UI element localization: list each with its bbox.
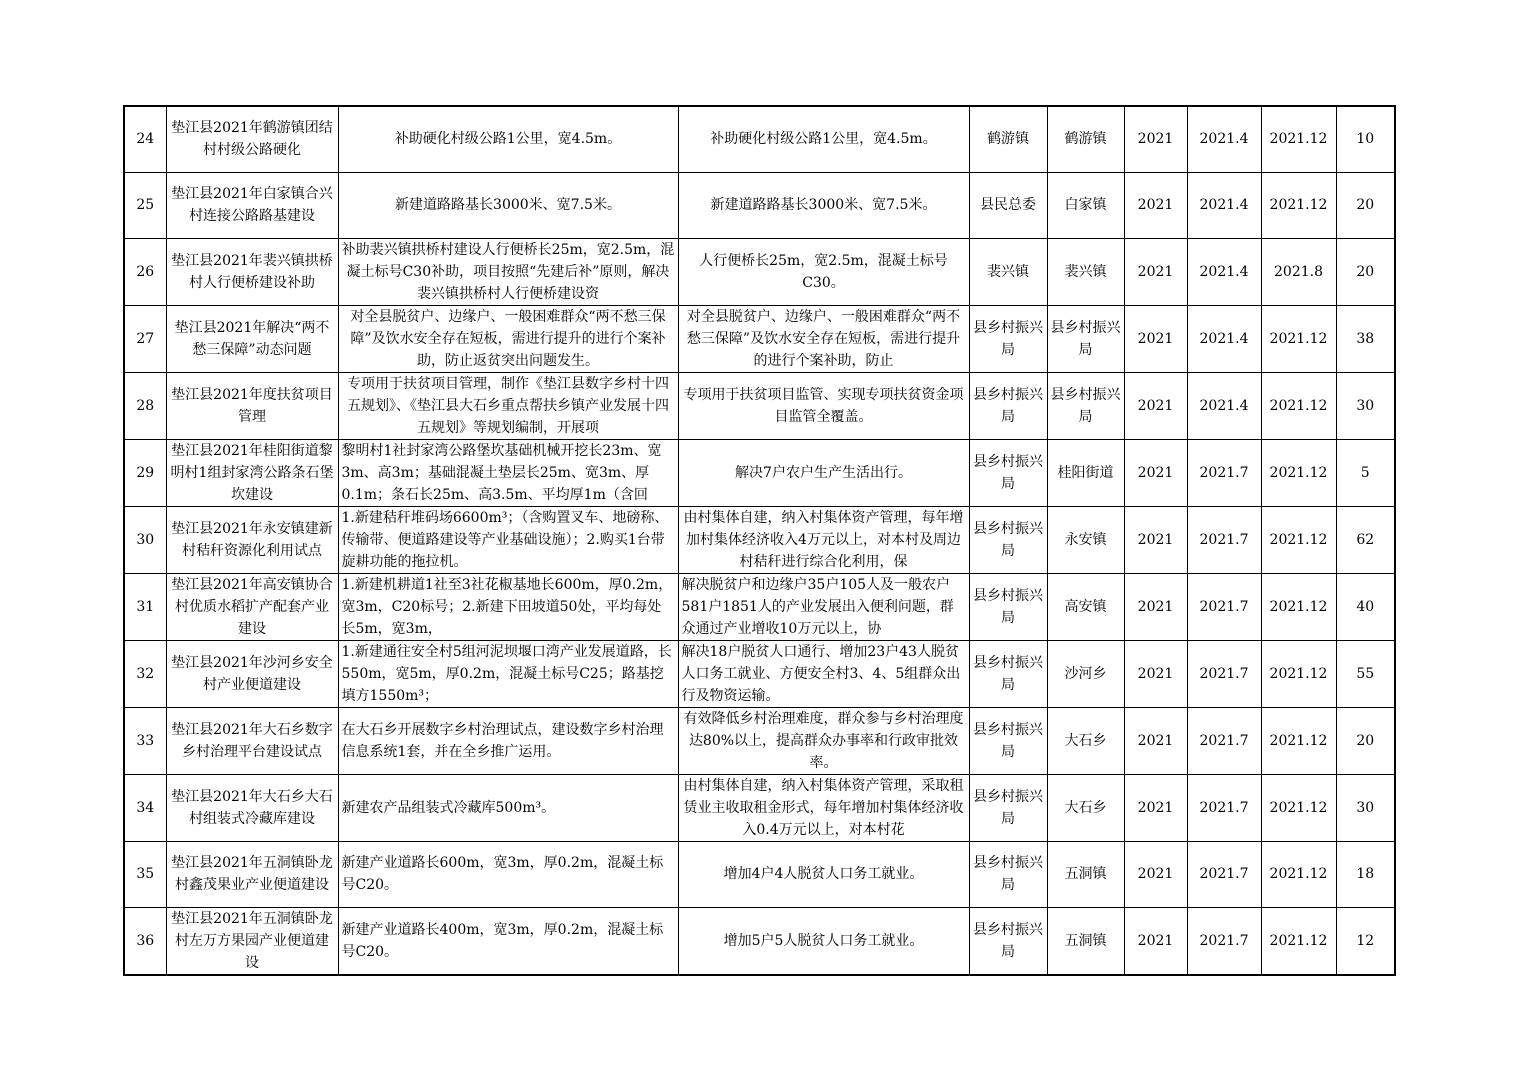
- benefit-text: 增加4户4人脱贫人口务工就业。: [723, 866, 924, 882]
- construction-content-cell: [338, 907, 678, 975]
- implementing-unit-cell: [1047, 707, 1124, 774]
- benefit-cell: [678, 305, 969, 372]
- responsible-dept-text: 县乡村振兴局: [973, 319, 1043, 358]
- implementing-unit-cell: [1047, 238, 1124, 305]
- benefit-text: 解决18户脱贫人口通行、增加23户43人脱贫人口务工就业、方便安全村3、4、5组群众出行及物资运输。: [681, 643, 961, 704]
- construction-content-cell: [338, 372, 678, 439]
- benefit-cell: [678, 506, 969, 573]
- table-row: [124, 907, 1395, 975]
- project-name-cell: [166, 506, 338, 573]
- table-row: [124, 439, 1395, 506]
- project-name-text: 垫江县2021年鹤游镇团结村村级公路硬化: [171, 120, 333, 159]
- end-date-cell: 2021.12: [1261, 573, 1336, 640]
- construction-content-text: 对全县脱贫户、边缘户、一般困难群众“两不愁三保障”及饮水安全存在短板，需进行提升的进行个案补助，防止返贫突出问题发生。: [350, 308, 666, 369]
- start-date-cell: 2021.7: [1187, 907, 1261, 975]
- construction-content-cell: [338, 106, 678, 172]
- responsible-dept-text: 县乡村振兴局: [973, 855, 1043, 893]
- implementing-unit-text: 五洞镇: [1064, 866, 1107, 882]
- start-date-cell: 2021.4: [1187, 106, 1261, 172]
- project-name-cell: [166, 841, 338, 907]
- implementing-unit-text: 沙河乡: [1064, 665, 1107, 682]
- implementing-unit-cell: [1047, 841, 1124, 907]
- end-date-cell: 2021.12: [1261, 841, 1336, 907]
- project-name-cell: [166, 774, 338, 841]
- construction-content-text: 1.新建机耕道1社至3社花椒基地长600m，厚0.2m，宽3m，C20标号；2.新建下田坡道50处，平均每处长5m，宽3m，: [341, 576, 673, 637]
- fund-amount-cell: 12: [1336, 907, 1395, 975]
- project-name-cell: [166, 172, 338, 238]
- benefit-cell: [678, 640, 969, 707]
- table-row: [124, 707, 1395, 774]
- benefit-cell: [678, 707, 969, 774]
- responsible-dept-text: 县乡村振兴局: [973, 453, 1043, 492]
- responsible-dept-cell: [969, 238, 1047, 305]
- start-date-cell: 2021.7: [1187, 841, 1261, 907]
- end-date-cell: 2021.12: [1261, 305, 1336, 372]
- start-date-cell: 2021.4: [1187, 372, 1261, 439]
- responsible-dept-cell: [969, 907, 1047, 975]
- implementing-unit-text: 大石乡: [1064, 732, 1107, 749]
- implementing-unit-cell: [1047, 305, 1124, 372]
- project-name-cell: [166, 106, 338, 172]
- construction-content-text: 新建道路路基长3000米、宽7.5米。: [395, 197, 621, 213]
- responsible-dept-cell: [969, 573, 1047, 640]
- implementing-unit-text: 大石乡: [1064, 799, 1107, 816]
- table-row: [124, 506, 1395, 573]
- row-number-cell: 32: [124, 640, 166, 707]
- construction-content-cell: [338, 573, 678, 640]
- construction-content-cell: [338, 640, 678, 707]
- year-cell: 2021: [1124, 305, 1187, 372]
- project-name-text: 垫江县2021年白家镇合兴村连接公路路基建设: [171, 186, 333, 224]
- row-number-cell: 28: [124, 372, 166, 439]
- benefit-text: 对全县脱贫户、边缘户、一般困难群众“两不愁三保障”及饮水安全存在短板，需进行提升的进行个案补助，防止: [686, 308, 961, 369]
- project-name-text: 垫江县2021年大石乡大石村组装式冷藏库建设: [171, 788, 333, 827]
- responsible-dept-cell: [969, 774, 1047, 841]
- responsible-dept-text: 鹤游镇: [987, 131, 1029, 148]
- row-number-cell: 35: [124, 841, 166, 907]
- fund-amount-cell: 30: [1336, 774, 1395, 841]
- project-name-cell: [166, 907, 338, 975]
- benefit-text: 增加5户5人脱贫人口务工就业。: [723, 932, 924, 949]
- project-name-text: 垫江县2021年桂阳街道黎明村1组封家湾公路条石堡坎建设: [170, 442, 334, 503]
- year-cell: 2021: [1124, 907, 1187, 975]
- benefit-cell: [678, 238, 969, 305]
- project-name-text: 垫江县2021年五洞镇卧龙村鑫茂果业产业便道建设: [171, 855, 333, 893]
- row-number-cell: 24: [124, 106, 166, 172]
- start-date-cell: 2021.7: [1187, 640, 1261, 707]
- year-cell: 2021: [1124, 106, 1187, 172]
- table-row: [124, 774, 1395, 841]
- implementing-unit-text: 永安镇: [1064, 531, 1107, 548]
- implementing-unit-text: 高安镇: [1064, 598, 1107, 615]
- construction-content-cell: [338, 172, 678, 238]
- responsible-dept-text: 县乡村振兴局: [973, 520, 1043, 559]
- responsible-dept-text: 县乡村振兴局: [973, 921, 1043, 960]
- year-cell: 2021: [1124, 172, 1187, 238]
- table-row: [124, 172, 1395, 238]
- implementing-unit-text: 桂阳街道: [1057, 464, 1114, 481]
- start-date-cell: 2021.7: [1187, 573, 1261, 640]
- fund-amount-cell: 10: [1336, 106, 1395, 172]
- start-date-cell: 2021.7: [1187, 506, 1261, 573]
- implementing-unit-text: 县乡村振兴局: [1050, 386, 1121, 425]
- construction-content-text: 1.新建通往安全村5组河泥坝堰口湾产业发展道路，长550m，宽5m，厚0.2m，混凝土标号C25；路基挖填方1550m³；: [341, 643, 672, 704]
- implementing-unit-cell: [1047, 106, 1124, 172]
- fund-amount-cell: 55: [1336, 640, 1395, 707]
- construction-content-cell: [338, 506, 678, 573]
- construction-content-text: 专项用于扶贫项目管理，制作《垫江县数字乡村十四五规划》、《垫江县大石乡重点帮扶乡镇产业发展十四五规划》等规划编制，开展项: [347, 375, 669, 436]
- benefit-cell: [678, 106, 969, 172]
- row-number-cell: 34: [124, 774, 166, 841]
- project-name-cell: [166, 640, 338, 707]
- construction-content-text: 在大石乡开展数字乡村治理试点，建设数字乡村治理信息系统1套，并在全乡推广运用。: [341, 721, 664, 760]
- fund-amount-cell: 20: [1336, 238, 1395, 305]
- row-number-cell: 25: [124, 172, 166, 238]
- construction-content-text: 1.新建秸秆堆码场6600m³；（含购置叉车、地磅称、传输带、便道路建设等产业基础设施）；2.购买1台带旋耕功能的拖拉机。: [341, 509, 669, 570]
- year-cell: 2021: [1124, 372, 1187, 439]
- construction-content-text: 黎明村1社封家湾公路堡坎基础机械开挖长23m、宽3m、高3m；基础混凝土垫层长25m、宽3m、厚0.1m；条石长25m、高3.5m、平均厚1m（含回: [341, 442, 662, 503]
- responsible-dept-cell: [969, 707, 1047, 774]
- end-date-cell: 2021.12: [1261, 640, 1336, 707]
- construction-content-cell: [338, 439, 678, 506]
- project-name-cell: [166, 305, 338, 372]
- table-row: [124, 573, 1395, 640]
- start-date-cell: 2021.7: [1187, 774, 1261, 841]
- construction-content-text: 新建产业道路长400m，宽3m，厚0.2m，混凝土标号C20。: [341, 921, 664, 960]
- row-number-cell: 29: [124, 439, 166, 506]
- implementing-unit-cell: [1047, 640, 1124, 707]
- year-cell: 2021: [1124, 841, 1187, 907]
- project-name-cell: [166, 238, 338, 305]
- start-date-cell: 2021.7: [1187, 439, 1261, 506]
- responsible-dept-cell: [969, 506, 1047, 573]
- implementing-unit-cell: [1047, 573, 1124, 640]
- responsible-dept-text: 县乡村振兴局: [973, 587, 1043, 626]
- table-row: [124, 106, 1395, 172]
- benefit-cell: [678, 172, 969, 238]
- implementing-unit-text: 裴兴镇: [1064, 263, 1107, 280]
- benefit-text: 由村集体自建，纳入村集体资产管理，每年增加村集体经济收入4万元以上，对本村及周边村秸秆进行综合化利用，保: [683, 509, 964, 570]
- construction-content-text: 补助硬化村级公路1公里，宽4.5m。: [394, 131, 622, 148]
- fund-amount-cell: 20: [1336, 707, 1395, 774]
- project-name-text: 垫江县2021年五洞镇卧龙村左万方果园产业便道建设: [171, 910, 333, 971]
- responsible-dept-text: 裴兴镇: [987, 263, 1029, 280]
- row-number-cell: 30: [124, 506, 166, 573]
- project-name-text: 垫江县2021年沙河乡安全村产业便道建设: [171, 654, 333, 693]
- project-name-text: 垫江县2021年永安镇建新村秸秆资源化利用试点: [171, 520, 333, 559]
- project-name-cell: [166, 372, 338, 439]
- benefit-cell: [678, 907, 969, 975]
- fund-amount-cell: 30: [1336, 372, 1395, 439]
- benefit-cell: [678, 774, 969, 841]
- responsible-dept-text: 县乡村振兴局: [973, 788, 1043, 827]
- responsible-dept-text: 县民总委: [980, 197, 1036, 213]
- implementing-unit-cell: [1047, 774, 1124, 841]
- responsible-dept-cell: [969, 841, 1047, 907]
- project-name-cell: [166, 707, 338, 774]
- benefit-text: 解决7户农户生产生活出行。: [735, 464, 912, 481]
- responsible-dept-cell: [969, 640, 1047, 707]
- benefit-text: 由村集体自建，纳入村集体资产管理，采取租赁业主收取租金形式，每年增加村集体经济收入0.4万元以上，对本村花: [683, 777, 964, 838]
- year-cell: 2021: [1124, 707, 1187, 774]
- implementing-unit-cell: [1047, 907, 1124, 975]
- project-name-text: 垫江县2021年高安镇协合村优质水稻扩产配套产业建设: [171, 576, 333, 637]
- start-date-cell: 2021.7: [1187, 707, 1261, 774]
- fund-amount-cell: 5: [1336, 439, 1395, 506]
- responsible-dept-cell: [969, 439, 1047, 506]
- implementing-unit-cell: [1047, 506, 1124, 573]
- construction-content-text: 补助裴兴镇拱桥村建设人行便桥长25m，宽2.5m，混凝土标号C30补助，项目按照“先建后补”原则，解决裴兴镇拱桥村人行便桥建设资: [341, 241, 675, 302]
- year-cell: 2021: [1124, 573, 1187, 640]
- benefit-text: 有效降低乡村治理难度，群众参与乡村治理度达80%以上，提高群众办事率和行政审批效率。: [683, 710, 964, 771]
- benefit-text: 补助硬化村级公路1公里，宽4.5m。: [710, 131, 937, 148]
- construction-content-cell: [338, 774, 678, 841]
- implementing-unit-cell: [1047, 372, 1124, 439]
- table-body: [124, 106, 1395, 975]
- responsible-dept-cell: [969, 305, 1047, 372]
- end-date-cell: 2021.12: [1261, 372, 1336, 439]
- end-date-cell: 2021.12: [1261, 907, 1336, 975]
- year-cell: 2021: [1124, 439, 1187, 506]
- end-date-cell: 2021.8: [1261, 238, 1336, 305]
- row-number-cell: 33: [124, 707, 166, 774]
- fund-amount-cell: 38: [1336, 305, 1395, 372]
- benefit-text: 专项用于扶贫项目监管、实现专项扶贫资金项目监管全覆盖。: [683, 386, 964, 425]
- construction-content-text: 新建产业道路长600m，宽3m，厚0.2m，混凝土标号C20。: [341, 855, 664, 893]
- implementing-unit-cell: [1047, 172, 1124, 238]
- table-row: [124, 238, 1395, 305]
- year-cell: 2021: [1124, 774, 1187, 841]
- year-cell: 2021: [1124, 640, 1187, 707]
- row-number-cell: 27: [124, 305, 166, 372]
- table-row: [124, 372, 1395, 439]
- benefit-text: 人行便桥长25m，宽2.5m，混凝土标号C30。: [699, 252, 948, 291]
- benefit-cell: [678, 573, 969, 640]
- end-date-cell: 2021.12: [1261, 506, 1336, 573]
- end-date-cell: 2021.12: [1261, 707, 1336, 774]
- responsible-dept-text: 县乡村振兴局: [973, 654, 1043, 693]
- year-cell: 2021: [1124, 506, 1187, 573]
- start-date-cell: 2021.4: [1187, 238, 1261, 305]
- responsible-dept-cell: [969, 106, 1047, 172]
- benefit-text: 解决脱贫户和边缘户35户105人及一般农户581户1851人的产业发展出入便利问题，群众通过产业增收10万元以上，协: [681, 576, 954, 637]
- start-date-cell: 2021.4: [1187, 305, 1261, 372]
- table-row: [124, 305, 1395, 372]
- responsible-dept-text: 县乡村振兴局: [973, 721, 1043, 760]
- responsible-dept-cell: [969, 372, 1047, 439]
- table-row: [124, 640, 1395, 707]
- implementing-unit-cell: [1047, 439, 1124, 506]
- construction-content-cell: [338, 305, 678, 372]
- construction-content-cell: [338, 238, 678, 305]
- benefit-cell: [678, 372, 969, 439]
- construction-content-cell: [338, 707, 678, 774]
- project-name-text: 垫江县2021年解决“两不愁三保障”动态问题: [174, 319, 330, 358]
- row-number-cell: 26: [124, 238, 166, 305]
- end-date-cell: 2021.12: [1261, 172, 1336, 238]
- fund-amount-cell: 18: [1336, 841, 1395, 907]
- implementing-unit-text: 县乡村振兴局: [1050, 319, 1121, 358]
- implementing-unit-text: 鹤游镇: [1064, 131, 1107, 148]
- implementing-unit-text: 五洞镇: [1064, 932, 1107, 949]
- project-name-cell: [166, 573, 338, 640]
- end-date-cell: 2021.12: [1261, 106, 1336, 172]
- fund-amount-cell: 40: [1336, 573, 1395, 640]
- project-table: [123, 105, 1396, 976]
- responsible-dept-cell: [969, 172, 1047, 238]
- benefit-cell: [678, 841, 969, 907]
- benefit-text: 新建道路路基长3000米、宽7.5米。: [710, 197, 937, 213]
- project-name-cell: [166, 439, 338, 506]
- row-number-cell: 31: [124, 573, 166, 640]
- end-date-cell: 2021.12: [1261, 439, 1336, 506]
- implementing-unit-text: 白家镇: [1064, 197, 1107, 213]
- end-date-cell: 2021.12: [1261, 774, 1336, 841]
- construction-content-text: 新建农产品组装式冷藏库500m³。: [341, 799, 556, 816]
- table-row: [124, 841, 1395, 907]
- project-name-text: 垫江县2021年裴兴镇拱桥村人行便桥建设补助: [171, 252, 333, 291]
- responsible-dept-text: 县乡村振兴局: [973, 386, 1043, 425]
- fund-amount-cell: 62: [1336, 506, 1395, 573]
- project-name-text: 垫江县2021年大石乡数字乡村治理平台建设试点: [171, 721, 333, 760]
- row-number-cell: 36: [124, 907, 166, 975]
- year-cell: 2021: [1124, 238, 1187, 305]
- project-name-text: 垫江县2021年度扶贫项目管理: [171, 386, 333, 425]
- fund-amount-cell: 20: [1336, 172, 1395, 238]
- start-date-cell: 2021.4: [1187, 172, 1261, 238]
- benefit-cell: [678, 439, 969, 506]
- construction-content-cell: [338, 841, 678, 907]
